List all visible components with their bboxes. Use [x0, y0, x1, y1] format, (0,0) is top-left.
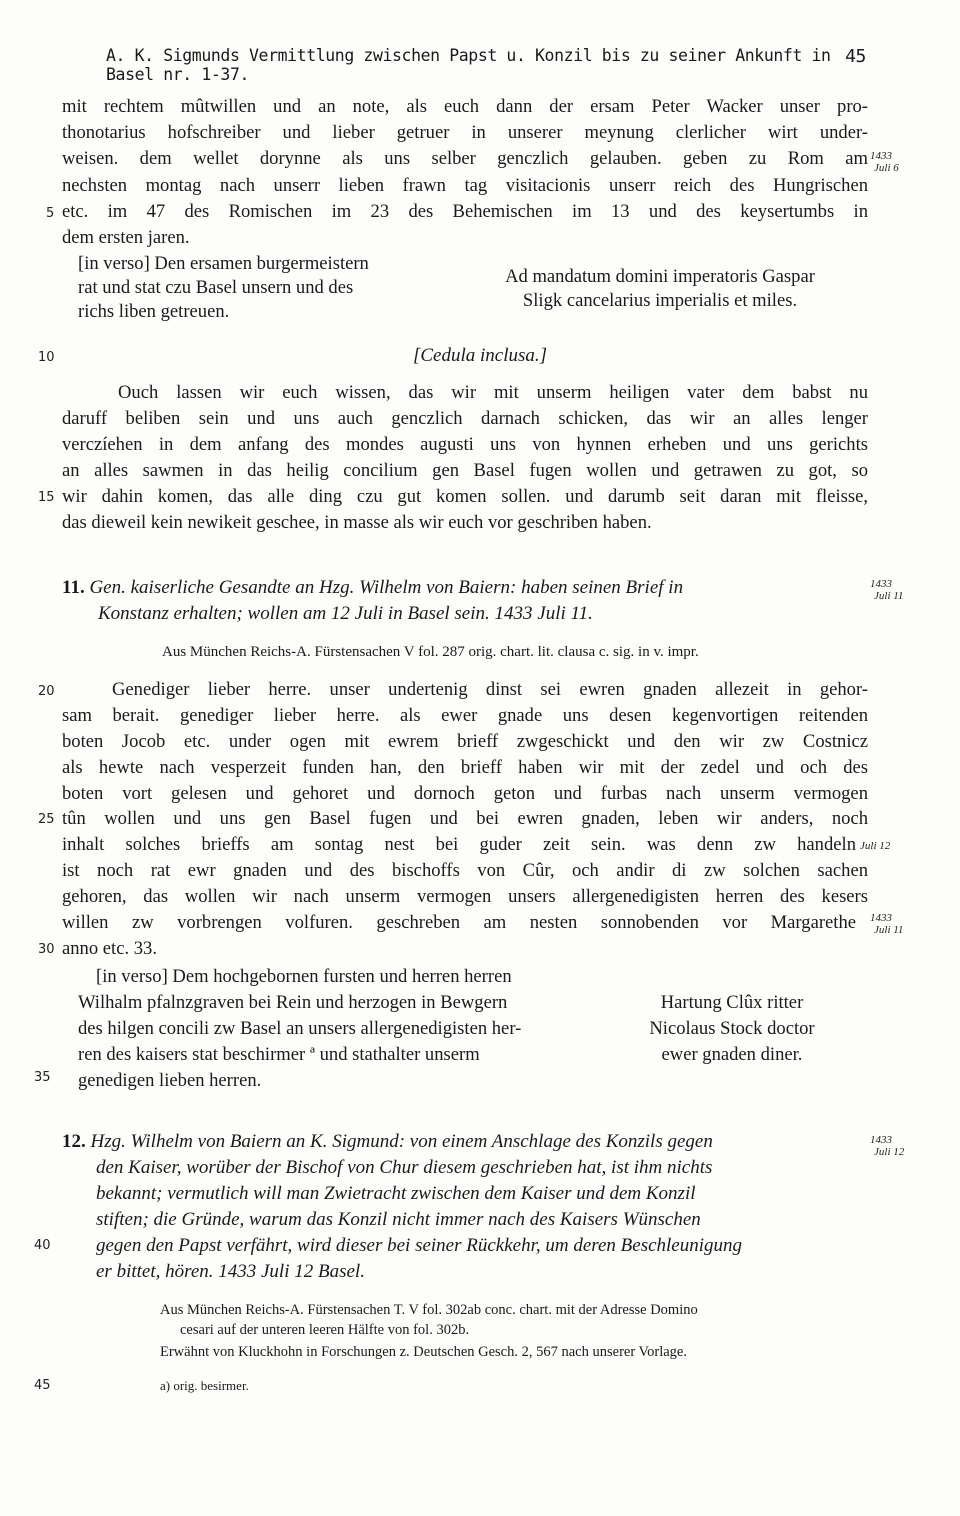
text-line: an alles sawmen in das heilig concilium gen Basel fugen wollen und getrawen zu got, so: [62, 460, 868, 481]
document-number: 11.: [62, 577, 85, 598]
text-line: boten vort gelesen und gehoret und dornoch geton und furbas nach unserm vermogen: [62, 783, 868, 804]
source-note: Erwähnt von Kluckhohn in Forschungen z. Deutschen Gesch. 2, 567 nach unserer Vorlage.: [160, 1344, 687, 1360]
text-line: sam berait. genediger lieber herre. als ewer gnade uns desen kegenvortigen reitenden: [62, 705, 868, 726]
document-title: 11. Gen. kaiserliche Gesandte an Hzg. Wilhelm von Baiern: haben seinen Brief in: [62, 577, 684, 598]
line-number: 30: [38, 942, 55, 957]
margin-date: 1433 Juli 12: [870, 1134, 905, 1158]
running-header: [106, 46, 866, 84]
text-line: gehoren, das wollen wir nach unserm vermogen unsers allergenedigisten herren des kesers: [62, 886, 868, 907]
text-line: mit rechtem mûtwillen und an note, als euch dann der ersam Peter Wacker unser pro-: [62, 96, 868, 117]
text-line: weisen. dem wellet dorynne als uns selber genczlich gelauben. geben zu Rom am: [62, 148, 868, 169]
document-title: bekannt; vermutlich will man Zwietracht zwischen dem Kaiser und dem Konzil: [96, 1183, 696, 1204]
signatories: Hartung Clûx ritter Nicolaus Stock doctor ewer gnaden diner.: [649, 992, 815, 1065]
margin-date: 1433 Juli 6: [870, 150, 899, 174]
line-number: 45: [34, 1378, 51, 1393]
verso-address: [in verso] Dem hochgebornen fursten und herren herren Wilhalm pfalnzgraven bei Rein und herzogen in Bewgern des hilgen concili zw Basel an unsers allergenedigisten her- ren des kaisers stat beschirmer ª und stathalter unserm genedigen lieben herren.: [78, 966, 522, 1091]
document-title: 12. Hzg. Wilhelm von Baiern an K. Sigmund: von einem Anschlage des Konzils gegen: [62, 1131, 713, 1152]
text-line: etc. im 47 des Romischen im 23 des Behemischen im 13 und des keysertumbs in: [62, 201, 868, 222]
text-line: tûn wollen und uns gen Basel fugen und bei ewren gnaden, leben wir anders, noch: [62, 808, 868, 829]
text-line: Ouch lassen wir euch wissen, das wir mit unserm heiligen vater dem babst nu: [118, 382, 868, 403]
text-line: anno etc. 33.: [62, 938, 158, 959]
line-number: 40: [34, 1238, 51, 1253]
line-number: 5: [46, 206, 55, 221]
source-note: cesari auf der unteren leeren Hälfte von fol. 302b.: [180, 1322, 470, 1338]
margin-date: Juli 12: [860, 840, 891, 852]
page-number: 45: [845, 46, 866, 67]
text-line: als hewte nach vesperzeit funden han, den brieff haben wir mit der zedel und och des: [62, 757, 868, 778]
cedula-heading: [Cedula inclusa.]: [412, 345, 548, 366]
text-line: inhalt solches brieffs am sontag nest bei guder zeit sein. was denn zw handeln: [62, 834, 856, 855]
text-line: boten Jocob etc. under ogen mit ewrem brieff zwgeschickt und den wir zw Costnicz: [62, 731, 868, 752]
margin-date: 1433 Juli 11: [870, 912, 904, 936]
footnote: a) orig. besirmer.: [160, 1378, 249, 1393]
verso-address: [in verso] Den ersamen burgermeistern rat und stat czu Basel unsern und des richs liben getreuen.: [78, 253, 369, 322]
document-title: Konstanz erhalten; wollen am 12 Juli in Basel sein. 1433 Juli 11.: [98, 603, 593, 624]
line-number: 20: [38, 684, 55, 699]
text-line: das dieweil kein newikeit geschee, in masse als wir euch vor geschriben haben.: [62, 512, 652, 533]
document-title: gegen den Papst verfährt, wird dieser bei seiner Rückkehr, um deren Beschleunigung: [96, 1235, 743, 1256]
source-note: Aus München Reichs-A. Fürstensachen V fol. 287 orig. chart. lit. clausa c. sig. in v. impr.: [162, 644, 699, 660]
text-line: wir dahin komen, das alle ding czu gut komen sollen. und darumb seit daran mit fleisse,: [62, 486, 868, 507]
chancery-note: Ad mandatum domini imperatoris Gaspar Sligk cancelarius imperialis et miles.: [505, 266, 815, 311]
document-number: 12.: [62, 1131, 86, 1152]
line-number: 10: [38, 350, 55, 365]
line-number: 35: [34, 1070, 51, 1085]
line-number: 25: [38, 812, 55, 827]
document-title: den Kaiser, worüber der Bischof von Chur diesem geschrieben hat, ist ihm nichts: [96, 1157, 713, 1178]
text-line: nechsten montag nach unserr lieben frawn tag visitacionis unserr reich des Hungrischen: [62, 175, 868, 196]
document-title: er bittet, hören. 1433 Juli 12 Basel.: [96, 1261, 365, 1282]
text-line: dem ersten jaren.: [62, 227, 190, 248]
running-title: A. K. Sigmunds Vermittlung zwischen Papst u. Konzil bis zu seiner Ankunft in Basel nr. 1-37.: [106, 46, 831, 84]
text-line: willen zw vorbrengen volfuren. geschreben am nesten sonnobenden vor Margarethe: [62, 912, 856, 933]
source-note: Aus München Reichs-A. Fürstensachen T. V fol. 302ab conc. chart. mit der Adresse Domino: [160, 1302, 698, 1318]
text-line: Genediger lieber herre. unser undertenig dinst sei ewren gnaden allezeit in gehor-: [112, 679, 868, 700]
text-line: ist noch rat ewr gnaden und des bischoffs von Cûr, och andir di zw solchen sachen: [62, 860, 868, 881]
text-line: daruff beliben sein und uns auch genczlich darnach schicken, das wir an alles lenger: [62, 408, 868, 429]
line-number: 15: [38, 490, 55, 505]
document-title: stiften; die Gründe, warum das Konzil nicht immer nach des Kaisers Wünschen: [96, 1209, 701, 1230]
text-line: verczíehen in dem anfang des mondes augusti uns von hynnen erheben und uns gerichts: [62, 434, 868, 455]
margin-date: 1433 Juli 11: [870, 578, 904, 602]
text-line: thonotarius hofschreiber und lieber getruer in unserer meynung clerlicher wirt under-: [62, 122, 868, 143]
